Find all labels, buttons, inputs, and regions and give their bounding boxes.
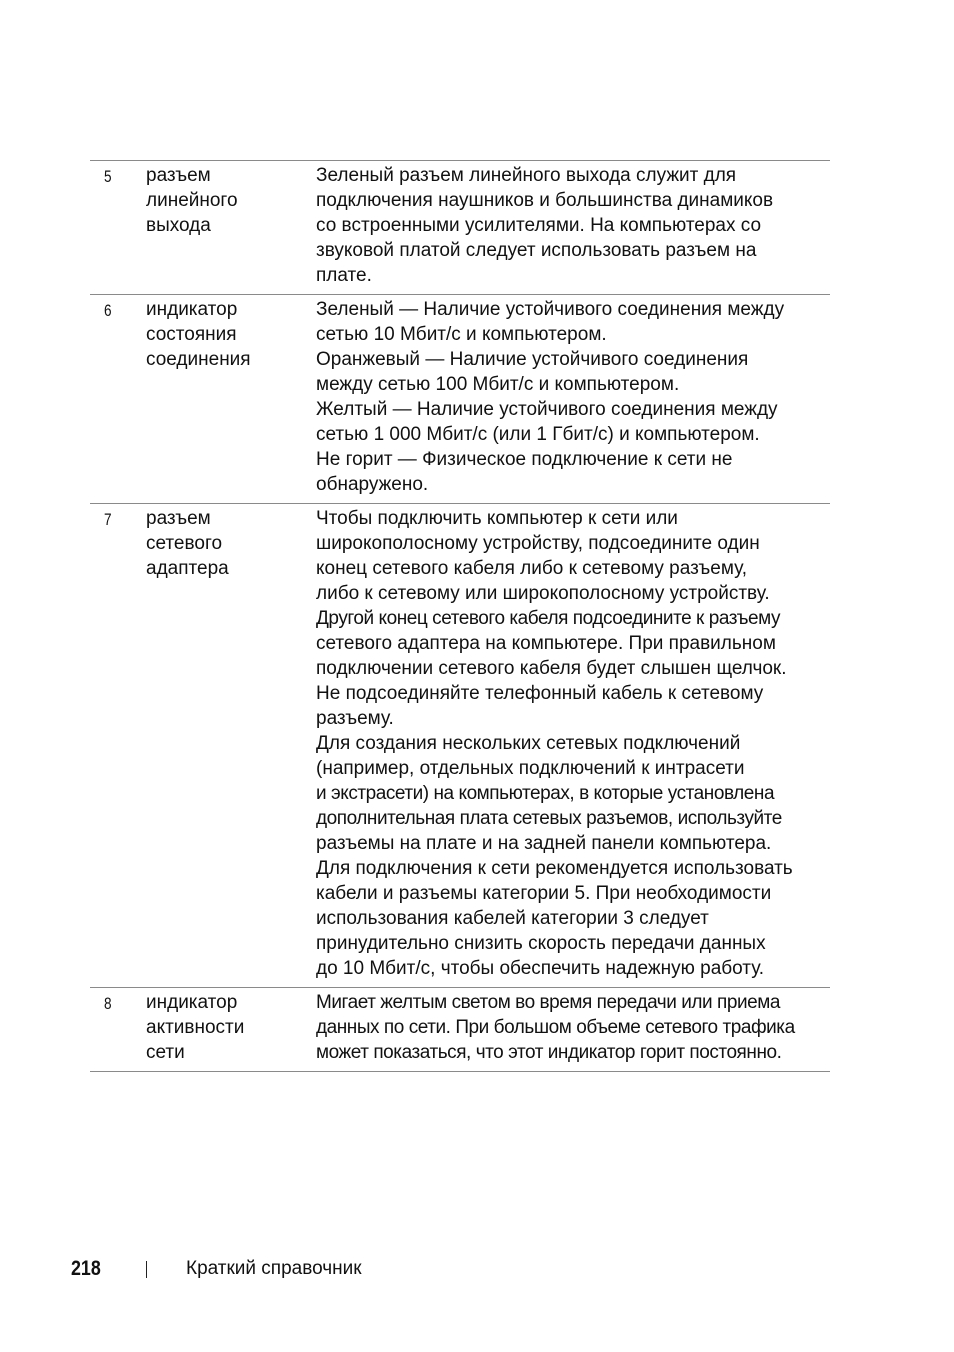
row-name: разъем сетевого адаптера: [146, 508, 229, 579]
connector-table: [90, 160, 830, 1072]
table-row-7: [90, 504, 830, 988]
row-name: разъем линейного выхода: [146, 165, 238, 236]
row-description: Зеленый разъем линейного выхода служит для подключения наушников и большинства динамиков со встроенными усилителями. На компьютерах со звуковой платой следует использовать разъем на плате.: [316, 165, 774, 286]
table-row-8: [90, 988, 830, 1072]
row-number: 7: [104, 510, 112, 529]
page-number: 218: [71, 1257, 101, 1280]
row-description: Мигает желтым светом во время передачи или приема данных по сети. При большом объеме сетевого трафика может показаться, что этот индикатор горит постоянно.: [316, 992, 795, 1063]
row-number: 8: [104, 994, 112, 1013]
row-number: 6: [104, 301, 112, 320]
page-footer: [0, 1256, 954, 1284]
section-title: Краткий справочник: [186, 1258, 362, 1279]
row-name: индикатор состояния соединения: [146, 299, 251, 370]
table-row-6: [90, 295, 830, 504]
row-description: Чтобы подключить компьютер к сети или широкополосному устройству, подсоедините один конец сетевого кабеля либо к сетевому разъему, либо к сетевому или широкополосному устройству. Другой конец сетевого кабеля подсоедините к разъему сетевого адаптера на компьютере. При правильном подключении сетевого кабеля будет слышен щелчок. Не подсоединяйте телефонный кабель к сетевому разъему. Для создания нескольких сетевых подключений (например, отдельных подключений к интрасети и экстрасети) на компьютерах, в которые установлена дополнительная плата сетевых разъемов, используйте разъемы на плате и на задней панели компьютера. Для подключения к сети рекомендуется использовать кабели и разъемы категории 5. При необходимости использования кабелей категории 3 следует принудительно снизить скорость передачи данных до 10 Мбит/с, чтобы обеспечить надежную работу.: [316, 508, 793, 979]
footer-divider: [146, 1261, 147, 1278]
row-name: индикатор активности сети: [146, 992, 245, 1063]
table-row-5: [90, 161, 830, 295]
row-number: 5: [104, 167, 112, 186]
row-description: Зеленый — Наличие устойчивого соединения между сетью 10 Мбит/с и компьютером. Оранжевый — Наличие устойчивого соединения между сетью 100 Мбит/с и компьютером. Желтый — Наличие устойчивого соединения между сетью 1 000 Мбит/с (или 1 Гбит/с) и компьютером. Не горит — Физическое подключение к сети не обнаружено.: [316, 299, 785, 495]
